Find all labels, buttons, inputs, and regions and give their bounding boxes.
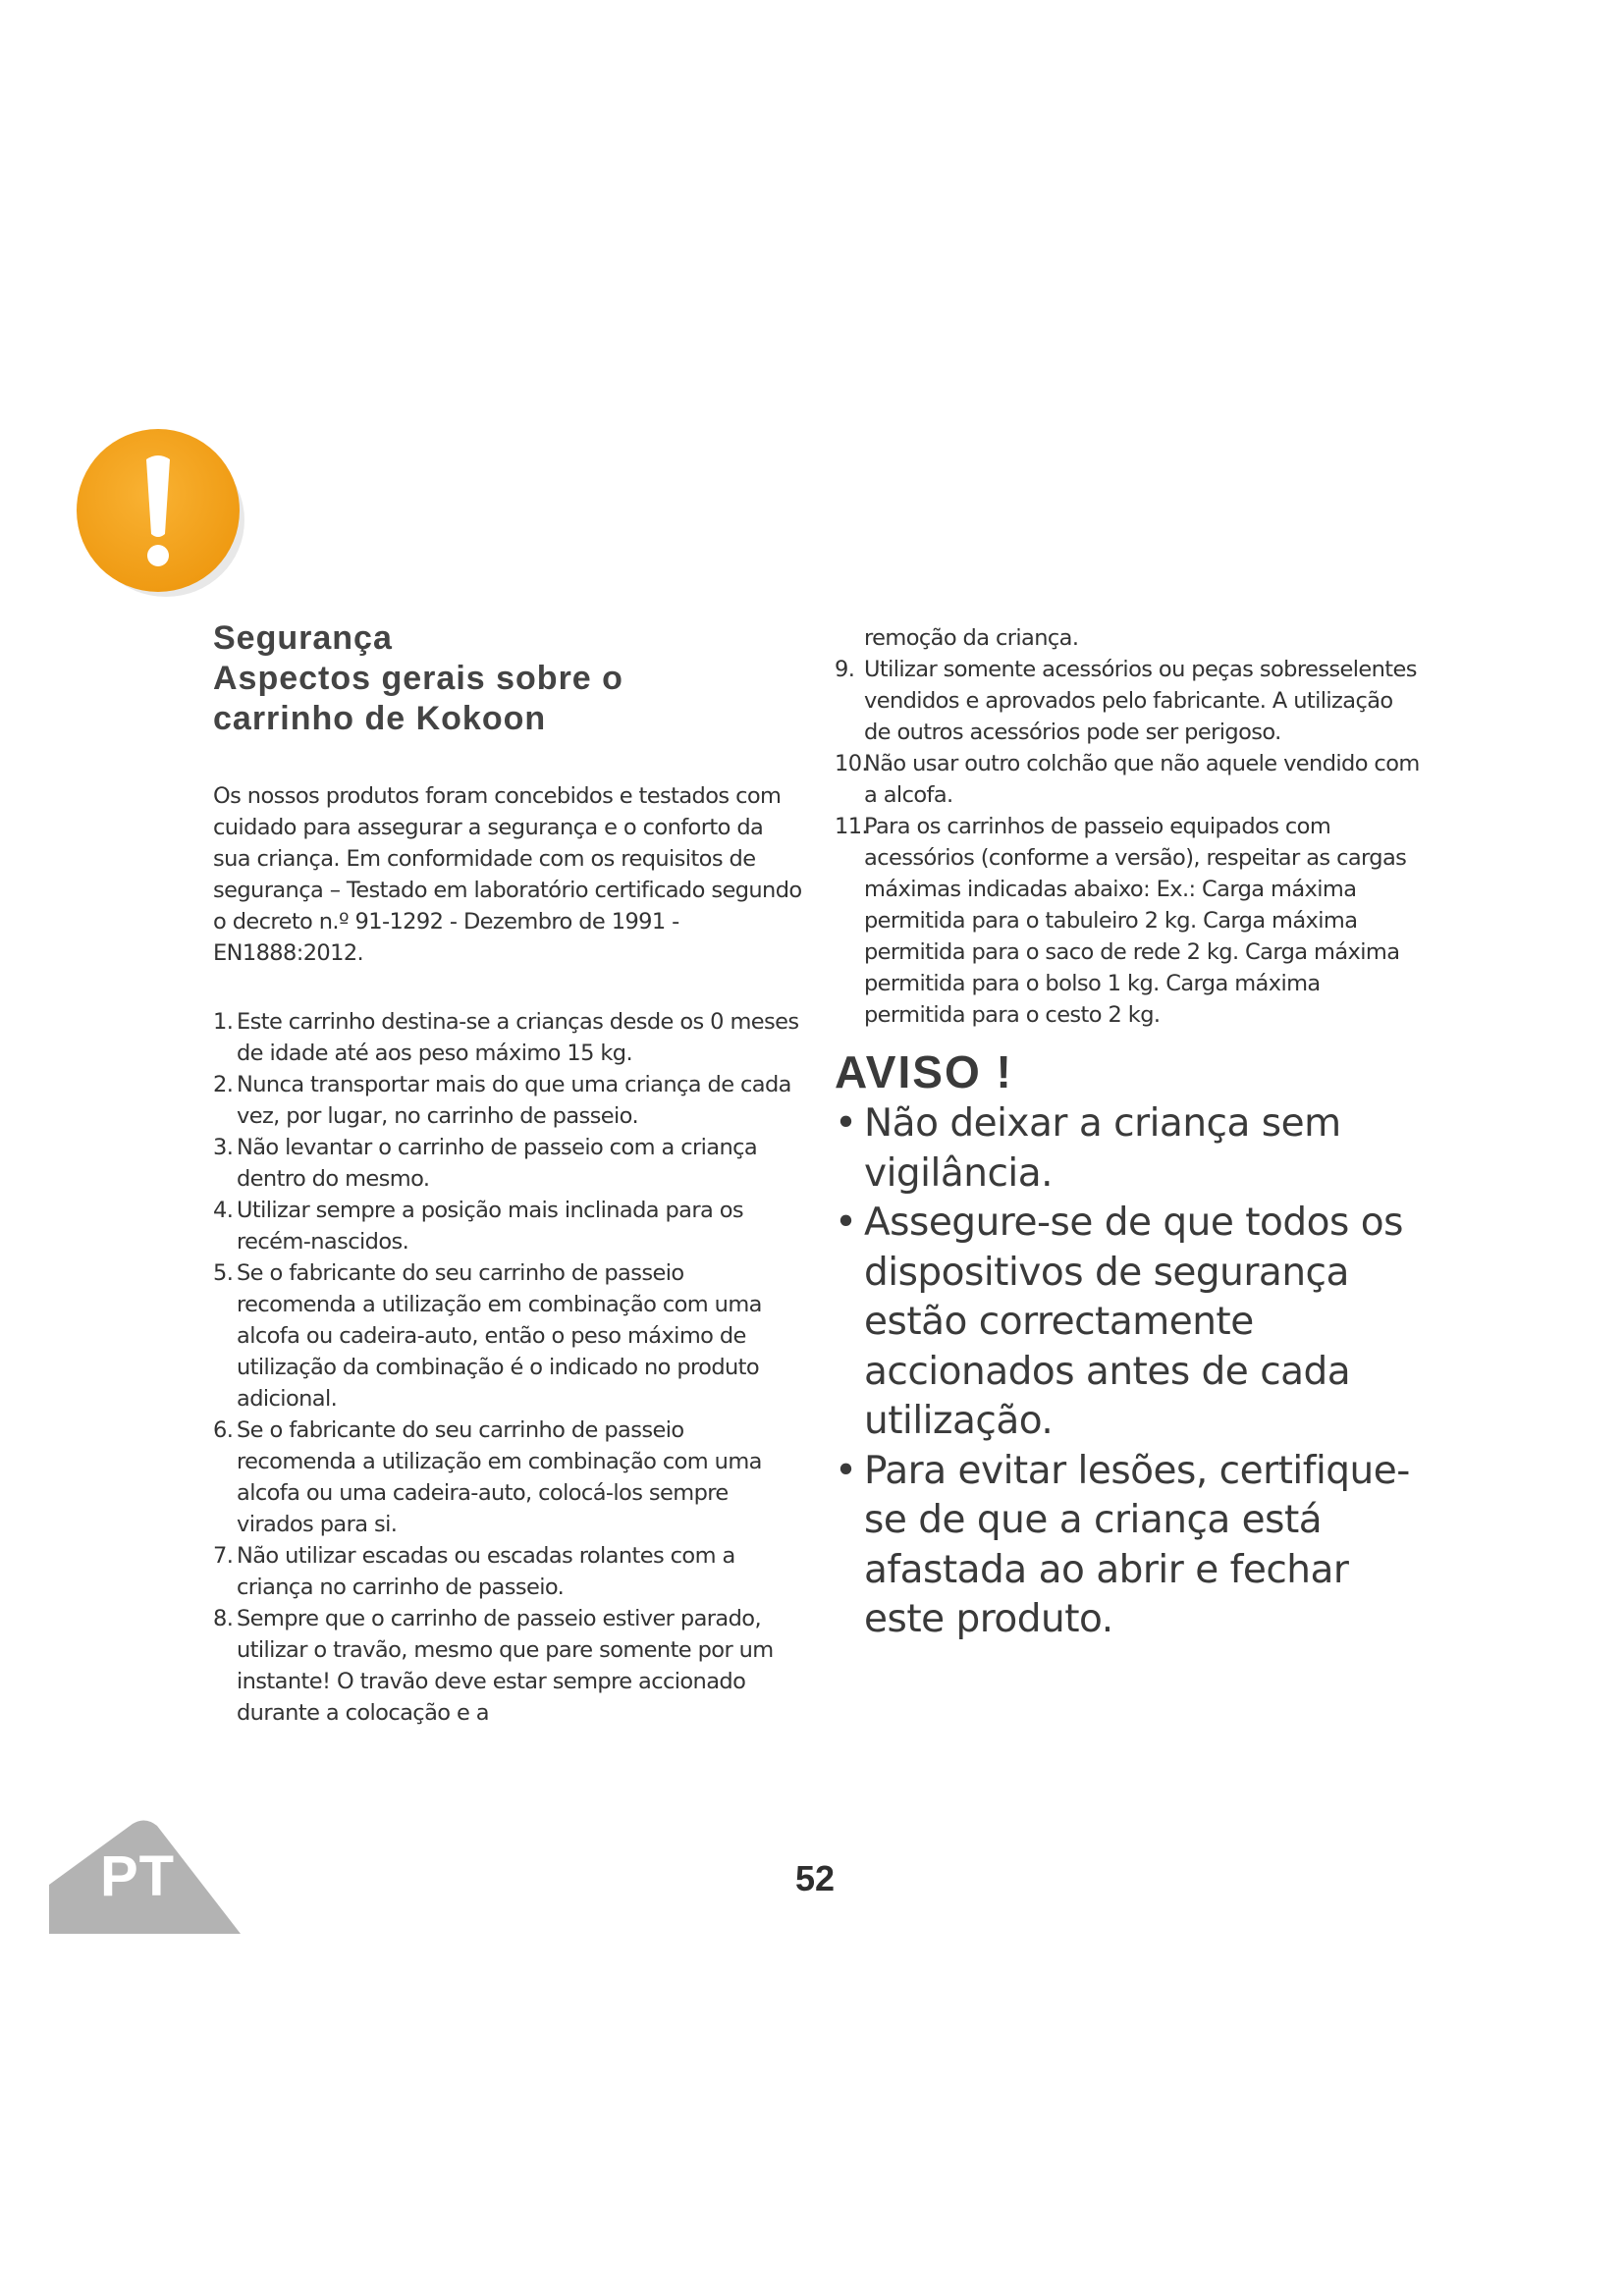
rule-item: 3. Não levantar o carrinho de passeio com a criança dentro do mesmo.	[213, 1135, 758, 1192]
rule-item: 5. Se o fabricante do seu carrinho de passeio recomenda a utilização em combinação com uma alcofa ou cadeira-auto, então o peso máximo de utilização da combinação é o indicado no produto adicional.	[213, 1260, 762, 1412]
section-heading	[213, 618, 802, 739]
warning-list	[835, 1099, 1424, 1645]
rule-item: 10. Não usar outro colchão que não aquele vendido com a alcofa.	[835, 751, 1420, 808]
safety-rules-list-continued	[835, 622, 1424, 1031]
rule-item: 6. Se o fabricante do seu carrinho de passeio recomenda a utilização em combinação com uma alcofa ou uma cadeira-auto, colocá-los sempre virados para si.	[213, 1417, 762, 1537]
warning-item: • Não deixar a criança sem vigilância.	[835, 1101, 1341, 1196]
bullet-icon: •	[835, 1201, 857, 1245]
left-column	[213, 618, 802, 1729]
heading-line-1: Segurança	[213, 619, 393, 657]
rule-item: 11. Para os carrinhos de passeio equipados com acessórios (conforme a versão), respeitar as cargas máximas indicadas abaixo: Ex.: Carga máxima permitida para o tabuleiro 2 kg. Carga máxima permitida para o saco de rede 2 kg. Carga máxima permitida para o bolso 1 kg. Carga máxima permitida para o cesto 2 kg.	[835, 814, 1407, 1028]
heading-line-3: carrinho de Kokoon	[213, 700, 547, 737]
bullet-icon: •	[835, 1448, 857, 1493]
rule-item: 7. Não utilizar escadas ou escadas rolantes com a criança no carrinho de passeio.	[213, 1543, 735, 1600]
rule-continuation: remoção da criança.	[864, 625, 1079, 651]
language-label: PT	[100, 1844, 176, 1908]
warning-item: • Assegure-se de que todos os dispositivos de segurança estão correctamente accionados antes de cada utilização.	[835, 1201, 1403, 1443]
rule-item: 8. Sempre que o carrinho de passeio estiver parado, utilizar o travão, mesmo que pare somente por um instante! O travão deve estar sempre accionado durante a colocação e a	[213, 1606, 774, 1726]
exclamation-circle-icon	[72, 424, 246, 599]
rule-item: 2. Nunca transportar mais do que uma criança de cada vez, por lugar, no carrinho de passeio.	[213, 1072, 791, 1129]
intro-paragraph: Os nossos produtos foram concebidos e testados com cuidado para assegurar a segurança e o conforto da sua criança. Em conformidade com os requisitos de segurança – Testado em laboratório certificado segundo o decreto n.º 91-1292 - Dezembro de 1991 - EN1888:2012.	[213, 783, 802, 966]
page-number: 52	[794, 1858, 836, 1898]
bullet-icon: •	[835, 1101, 857, 1146]
safety-rules-list	[213, 1006, 802, 1729]
warning-title: AVISO !	[835, 1046, 1013, 1097]
rule-item: 9. Utilizar somente acessórios ou peças sobresselentes vendidos e aprovados pelo fabricante. A utilização de outros acessórios pode ser perigoso.	[835, 657, 1417, 745]
rule-item: 1. Este carrinho destina-se a crianças desde os 0 meses de idade até aos peso máximo 15 kg.	[213, 1009, 799, 1066]
warning-item: • Para evitar lesões, certifique-se de que a criança está afastada ao abrir e fechar este produto.	[835, 1448, 1410, 1641]
heading-line-2: Aspectos gerais sobre o	[213, 660, 623, 697]
rule-item: 4. Utilizar sempre a posição mais inclinada para os recém-nascidos.	[213, 1198, 744, 1255]
right-column	[835, 622, 1424, 1645]
